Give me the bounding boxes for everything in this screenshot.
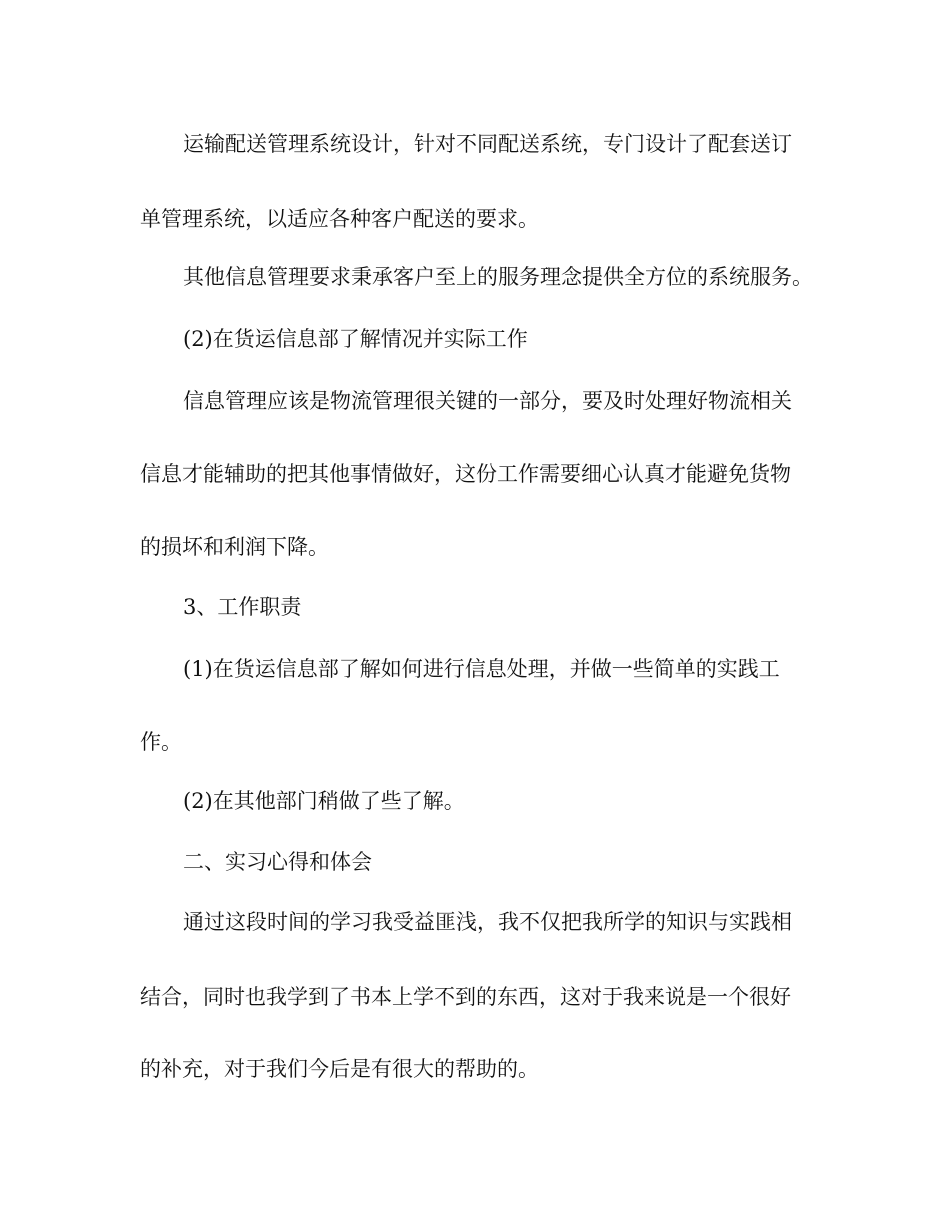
paragraph-experience-line-2: 结合，同时也我学到了书本上学不到的东西，这对于我来说是一个很好 bbox=[140, 985, 791, 1009]
list-item-1-line-1: (1)在货运信息部了解如何进行信息处理，并做一些简单的实践工 bbox=[183, 657, 780, 681]
paragraph-transport-line-2: 单管理系统，以适应各种客户配送的要求。 bbox=[140, 207, 539, 231]
paragraph-info-mgmt-line-1: 信息管理应该是物流管理很关键的一部分，要及时处理好物流相关 bbox=[183, 389, 792, 413]
list-item-1-line-2: 作。 bbox=[140, 730, 182, 754]
paragraph-experience-line-1: 通过这段时间的学习我受益匪浅，我不仅把我所学的知识与实践相 bbox=[183, 910, 792, 934]
paragraph-experience-line-3: 的补充，对于我们今后是有很大的帮助的。 bbox=[140, 1057, 539, 1081]
paragraph-info-mgmt-line-2: 信息才能辅助的把其他事情做好，这份工作需要细心认真才能避免货物 bbox=[140, 462, 791, 486]
paragraph-transport-line-1: 运输配送管理系统设计，针对不同配送系统，专门设计了配套送订 bbox=[183, 132, 792, 156]
section-heading-duties: 3、工作职责 bbox=[183, 595, 302, 619]
paragraph-info-mgmt-line-3: 的损坏和利润下降。 bbox=[140, 535, 329, 559]
list-item-2-other-depts: (2)在其他部门稍做了些了解。 bbox=[183, 789, 465, 813]
list-item-2-freight: (2)在货运信息部了解情况并实际工作 bbox=[183, 327, 528, 351]
section-heading-experience: 二、实习心得和体会 bbox=[183, 850, 372, 874]
paragraph-other-info: 其他信息管理要求秉承客户至上的服务理念提供全方位的系统服务。 bbox=[183, 265, 813, 289]
